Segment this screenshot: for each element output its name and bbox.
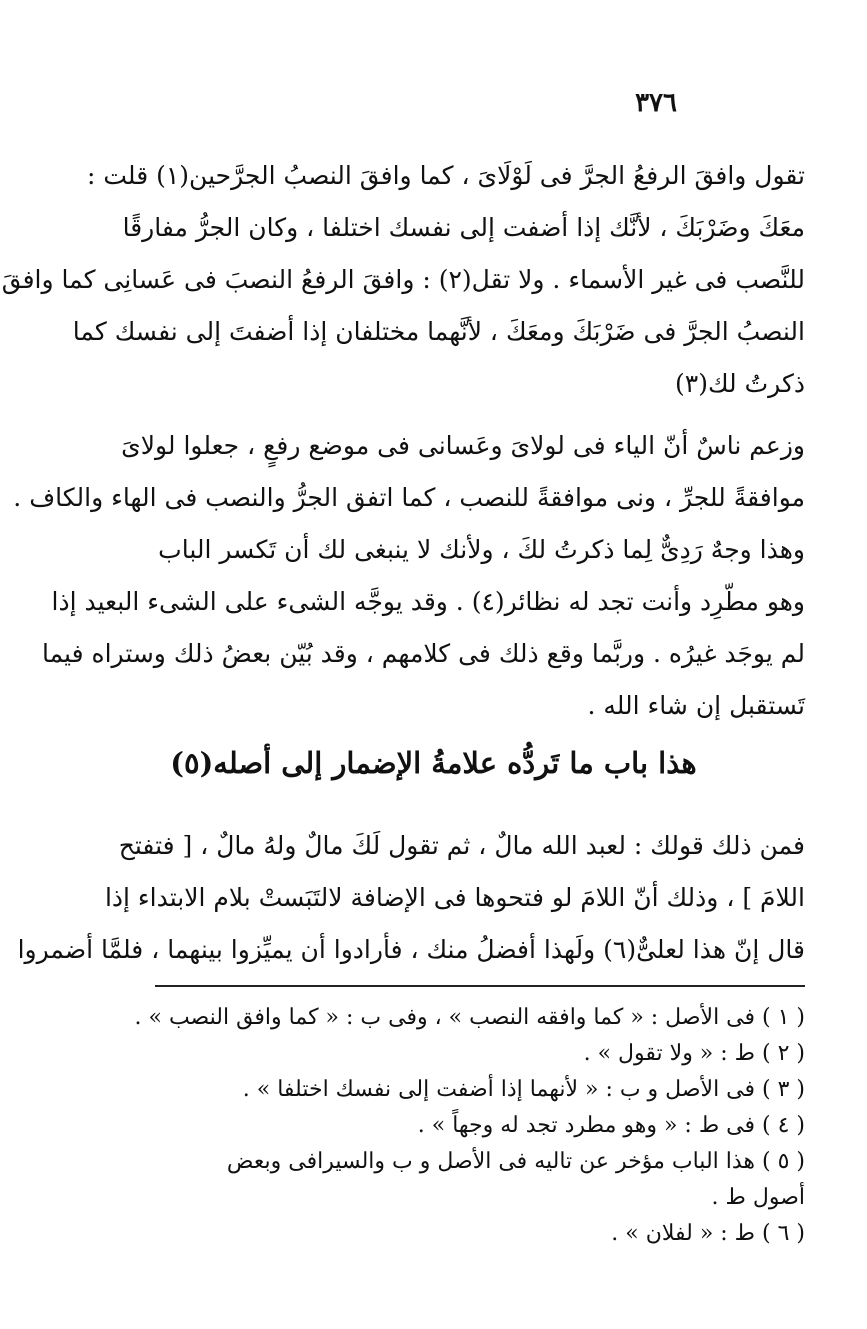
text-line: موافقةً للجرِّ ، ونى موافقةً للنصب ، كما اتفق الجرُّ والنصب فى الهاء والكاف . [13,483,805,512]
chapter-heading: هذا باب ما تَردُّه علامةُ الإضمار إلى أصله(٥) [170,746,697,780]
text-line: النصبُ الجرَّ فى ضَرْبَكَ ومعَكَ ، لأنَّهما مختلفان إذا أضفتَ إلى نفسك كما [72,317,805,346]
footnote: ( ٣ ) فى الأصل و ب : « لأنهما إذا أضفت إلى نفسك اختلفا » . [242,1077,805,1102]
paragraph-3 [17,820,805,976]
text-line: فمن ذلك قولك : لعبد الله مالٌ ، ثم تقول لَكَ مالٌ ولهُ مالٌ ، [ فتفتح [118,831,805,860]
text-line: تقول وافقَ الرفعُ الجرَّ فى لَوْلَاىَ ، كما وافقَ النصبُ الجرَّحين(١) قلت : [87,161,805,190]
footnote-divider [155,985,805,987]
footnote: ( ٢ ) ط : « ولا تقول » . [583,1041,805,1066]
text-line: وهو مطّرِد وأنت تجد له نظائر(٤) . وقد يوجَّه الشىء على الشىء البعيد إذا [51,587,805,616]
footnote: ( ١ ) فى الأصل : « كما وافقه النصب » ، وفى ب : « كما وافق النصب » . [134,1005,805,1030]
text-line: للنَّصب فى غير الأسماء . ولا تقل(٢) : وافقَ الرفعُ النصبَ فى عَسانِى كما وافقَ [1,265,805,294]
page-number: ٣٧٦ [635,88,677,118]
paragraph-2 [13,420,805,732]
footnote: ( ٥ ) هذا الباب مؤخر عن تاليه فى الأصل و ب والسيرافى وبعض [226,1149,805,1174]
footnotes [55,1000,805,1252]
text-line: قال إنّ هذا لعلىٌّ(٦) ولَهذا أفضلُ منك ، فأرادوا أن يميِّزوا بينهما ، فلمَّا أضمروا [17,935,805,964]
footnote: ( ٦ ) ط : « لفلان » . [611,1221,805,1246]
text-line: ذكرتُ لك(٣) [675,369,805,398]
text-line: معَكَ وضَرْبَكَ ، لأنَّك إذا أضفت إلى نفسك اختلفا ، وكان الجرُّ مفارقًا [122,213,805,242]
text-line: وهذا وجهٌ رَدِىٌّ لِما ذكرتُ لكَ ، ولأنك لا ينبغى لك أن تَكسر الباب [158,535,805,564]
paragraph-1 [1,150,805,410]
text-line: اللامَ ] ، وذلك أنّ اللامَ لو فتحوها فى الإضافة لالتَبَستْ بلام الابتداء إذا [104,883,805,912]
footnote: ( ٤ ) فى ط : « وهو مطرد تجد له وجهاً » . [417,1113,805,1138]
text-line: لم يوجَد غيرُه . وربَّما وقع ذلك فى كلامهم ، وقد بُيّن بعضُ ذلك وستراه فيما [41,639,805,668]
text-line: تَستقبل إن شاء الله . [587,691,805,720]
footnote-continuation: أصول ط . [711,1185,805,1210]
text-line: وزعم ناسٌ أنّ الياء فى لولاىَ وعَسانى فى موضع رفعٍ ، جعلوا لولاىَ [121,431,805,460]
